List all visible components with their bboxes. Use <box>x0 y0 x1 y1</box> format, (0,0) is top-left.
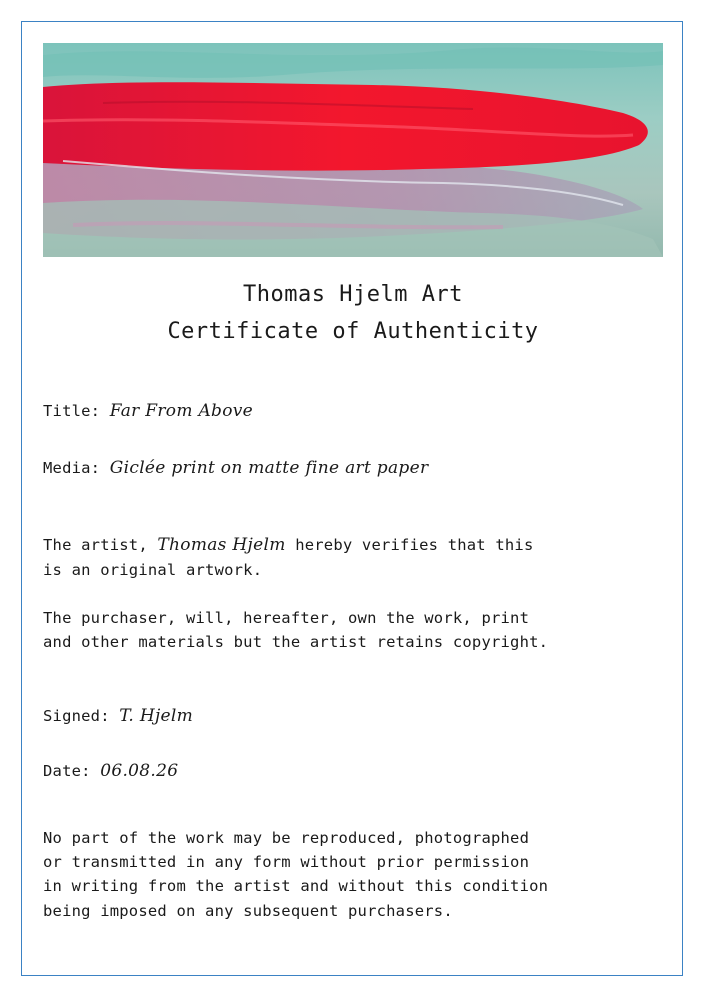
artist-heading: Thomas Hjelm Art <box>243 282 463 307</box>
media-label: Media: <box>43 459 101 477</box>
title-label: Title: <box>43 402 101 420</box>
notice-line-3: in writing from the artist and without this condition <box>43 877 549 895</box>
title-row <box>43 399 253 423</box>
notice-line-2: or transmitted in any form without prior permission <box>43 853 530 871</box>
notice-line-4: being imposed on any subsequent purchasers. <box>43 902 453 920</box>
notice-line-1: No part of the work may be reproduced, photographed <box>43 829 530 847</box>
media-value: Giclée print on matte fine art paper <box>109 458 429 478</box>
date-row <box>43 759 178 783</box>
artwork-image <box>43 43 663 257</box>
media-row <box>43 456 428 480</box>
signed-row <box>43 704 193 728</box>
title-value: Far From Above <box>109 401 253 421</box>
purchaser-line-2: and other materials but the artist retains copyright. <box>43 633 549 651</box>
date-label: Date: <box>43 762 91 780</box>
verification-prefix: The artist, <box>43 536 148 554</box>
certificate-subheading: Certificate of Authenticity <box>167 319 539 344</box>
date-value: 06.08.26 <box>100 761 179 781</box>
artist-name: Thomas Hjelm <box>157 535 286 555</box>
verification-suffix: hereby verifies that this <box>295 536 534 554</box>
verification-line-2: is an original artwork. <box>43 561 263 579</box>
signed-label: Signed: <box>43 707 110 725</box>
signature-value: T. Hjelm <box>119 706 194 726</box>
verification-line-1 <box>43 533 533 557</box>
purchaser-line-1: The purchaser, will, hereafter, own the work, print <box>43 609 530 627</box>
